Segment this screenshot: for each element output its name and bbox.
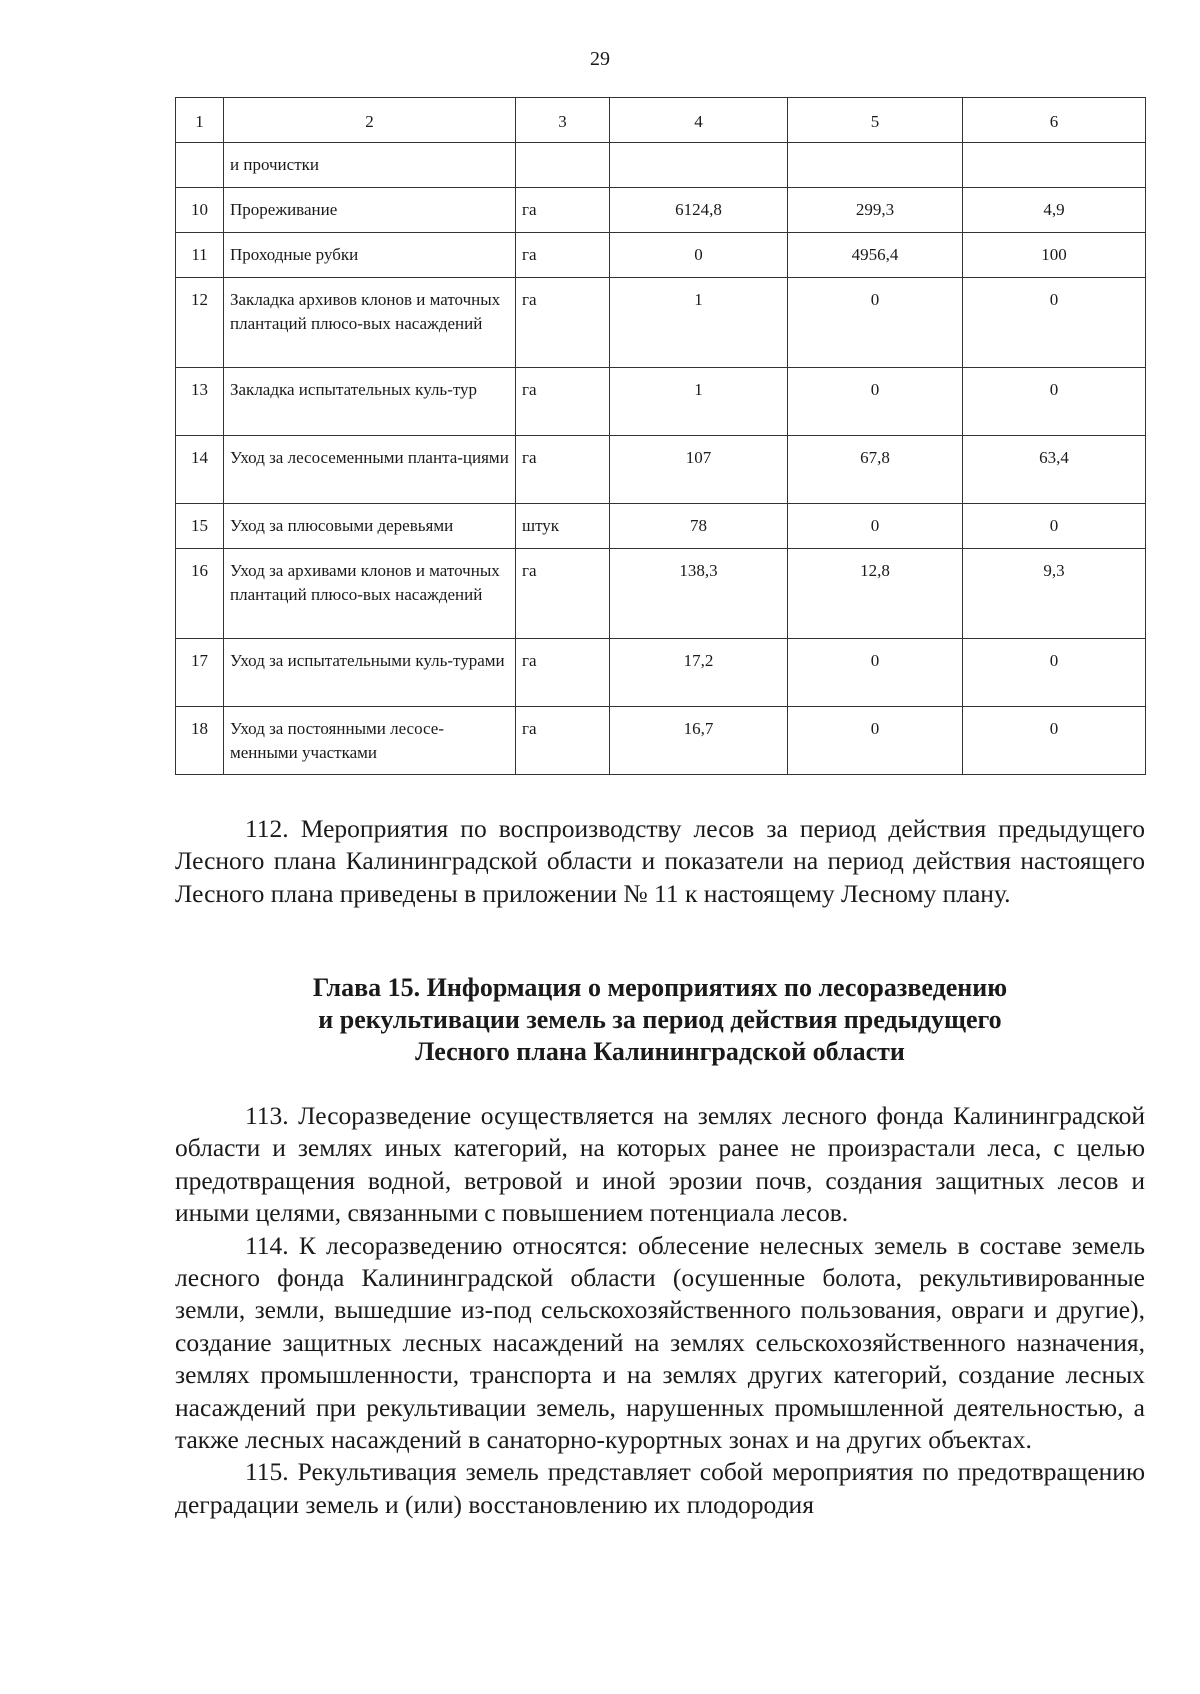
value-col5: 12,8 (788, 549, 963, 639)
activity-name: Уход за постоянными лесосе-менными участками (224, 707, 516, 775)
chapter-title-line: Глава 15. Информация о мероприятиях по лесоразведению (312, 973, 1008, 1002)
header-cell: 6 (963, 98, 1146, 143)
table-row (176, 707, 1146, 775)
header-cell: 3 (516, 98, 610, 143)
chapter-title-line: Лесного плана Калининградской области (415, 1037, 905, 1066)
activity-name: Уход за лесосеменными планта-циями (224, 436, 516, 504)
chapter-title-line: и рекультивации земель за период действия предыдущего (318, 1005, 1002, 1034)
unit: штук (516, 504, 610, 549)
table-row (176, 188, 1146, 233)
unit: га (516, 278, 610, 368)
value-col4: 0 (610, 233, 788, 278)
row-number: 10 (176, 188, 224, 233)
activity-name: Закладка испытательных куль-тур (224, 368, 516, 436)
table-row (176, 278, 1146, 368)
value-col6: 0 (963, 504, 1146, 549)
forest-measures-table (175, 97, 1146, 775)
activity-name: Закладка архивов клонов и маточных плантаций плюсо-вых насаждений (224, 278, 516, 368)
row-number: 13 (176, 368, 224, 436)
value-col5: 299,3 (788, 188, 963, 233)
row-number: 15 (176, 504, 224, 549)
value-col5 (788, 143, 963, 188)
chapter-title (175, 972, 1145, 1068)
value-col6: 4,9 (963, 188, 1146, 233)
value-col6: 63,4 (963, 436, 1146, 504)
row-number: 12 (176, 278, 224, 368)
header-cell: 5 (788, 98, 963, 143)
paragraph-115: 115. Рекультивация земель представляет собой мероприятия по предотвращению деградации земель и (или) восстановлению их плодородия (175, 1457, 1145, 1519)
value-col5: 67,8 (788, 436, 963, 504)
row-number: 17 (176, 639, 224, 707)
paragraph-113: 113. Лесоразведение осуществляется на землях лесного фонда Калининградской области и землях иных категорий, на которых ранее не произрастали леса, с целью предотвращения водной, ветровой и иной эрозии почв, создания защитных лесов и иными целями, связанными с повышением потенциала лесов. (175, 1101, 1145, 1228)
value-col6: 100 (963, 233, 1146, 278)
value-col4: 6124,8 (610, 188, 788, 233)
value-col4: 107 (610, 436, 788, 504)
paragraph-114: 114. К лесоразведению относятся: облесение нелесных земель в составе земель лесного фонда Калининградской области (осушенные болота, рекультивированные земли, земли, вышедшие из-под сельскохозяйственного пользования, овраги и другие), создание защитных лесных насаждений на землях сельскохозяйственного назначения, землях промышленности, транспорта и на землях других категорий, создание лесных насаждений при рекультивации земель, нарушенных промышленной деятельностью, а также лесных насаждений в санаторно-курортных зонах и на других объектах. (175, 1230, 1145, 1455)
unit: га (516, 233, 610, 278)
paragraph-112: 112. Мероприятия по воспроизводству лесов за период действия предыдущего Лесного плана Калининградской области и показатели на период действия настоящего Лесного плана приведены в приложении № 11 к настоящему Лесному плану. (175, 814, 1145, 908)
value-col4: 16,7 (610, 707, 788, 775)
row-number (176, 143, 224, 188)
table-row (176, 368, 1146, 436)
unit: га (516, 188, 610, 233)
value-col4: 17,2 (610, 639, 788, 707)
row-number: 11 (176, 233, 224, 278)
activity-name: и прочистки (224, 143, 516, 188)
row-number: 14 (176, 436, 224, 504)
row-number: 18 (176, 707, 224, 775)
table-header-row (176, 98, 1146, 143)
unit: га (516, 707, 610, 775)
table-row (176, 504, 1146, 549)
value-col6: 0 (963, 278, 1146, 368)
table-row (176, 143, 1146, 188)
value-col6: 0 (963, 707, 1146, 775)
row-number: 16 (176, 549, 224, 639)
table-row (176, 233, 1146, 278)
value-col5: 0 (788, 639, 963, 707)
activity-name: Уход за плюсовыми деревьями (224, 504, 516, 549)
header-cell: 4 (610, 98, 788, 143)
value-col4 (610, 143, 788, 188)
value-col6: 9,3 (963, 549, 1146, 639)
value-col5: 0 (788, 504, 963, 549)
table-row (176, 436, 1146, 504)
activity-name: Уход за архивами клонов и маточных плантаций плюсо-вых насаждений (224, 549, 516, 639)
value-col5: 0 (788, 707, 963, 775)
activity-name: Прореживание (224, 188, 516, 233)
table-row (176, 639, 1146, 707)
value-col4: 78 (610, 504, 788, 549)
activity-name: Проходные рубки (224, 233, 516, 278)
unit (516, 143, 610, 188)
header-cell: 1 (176, 98, 224, 143)
page-number: 29 (590, 48, 610, 70)
unit: га (516, 436, 610, 504)
section-112 (175, 813, 1145, 910)
value-col4: 1 (610, 278, 788, 368)
activity-name: Уход за испытательными куль-турами (224, 639, 516, 707)
value-col6 (963, 143, 1146, 188)
unit: га (516, 368, 610, 436)
value-col5: 0 (788, 368, 963, 436)
value-col4: 138,3 (610, 549, 788, 639)
value-col5: 4956,4 (788, 233, 963, 278)
value-col5: 0 (788, 278, 963, 368)
unit: га (516, 639, 610, 707)
value-col4: 1 (610, 368, 788, 436)
unit: га (516, 549, 610, 639)
chapter-body (175, 1100, 1145, 1521)
header-cell: 2 (224, 98, 516, 143)
value-col6: 0 (963, 368, 1146, 436)
value-col6: 0 (963, 639, 1146, 707)
table-row (176, 549, 1146, 639)
